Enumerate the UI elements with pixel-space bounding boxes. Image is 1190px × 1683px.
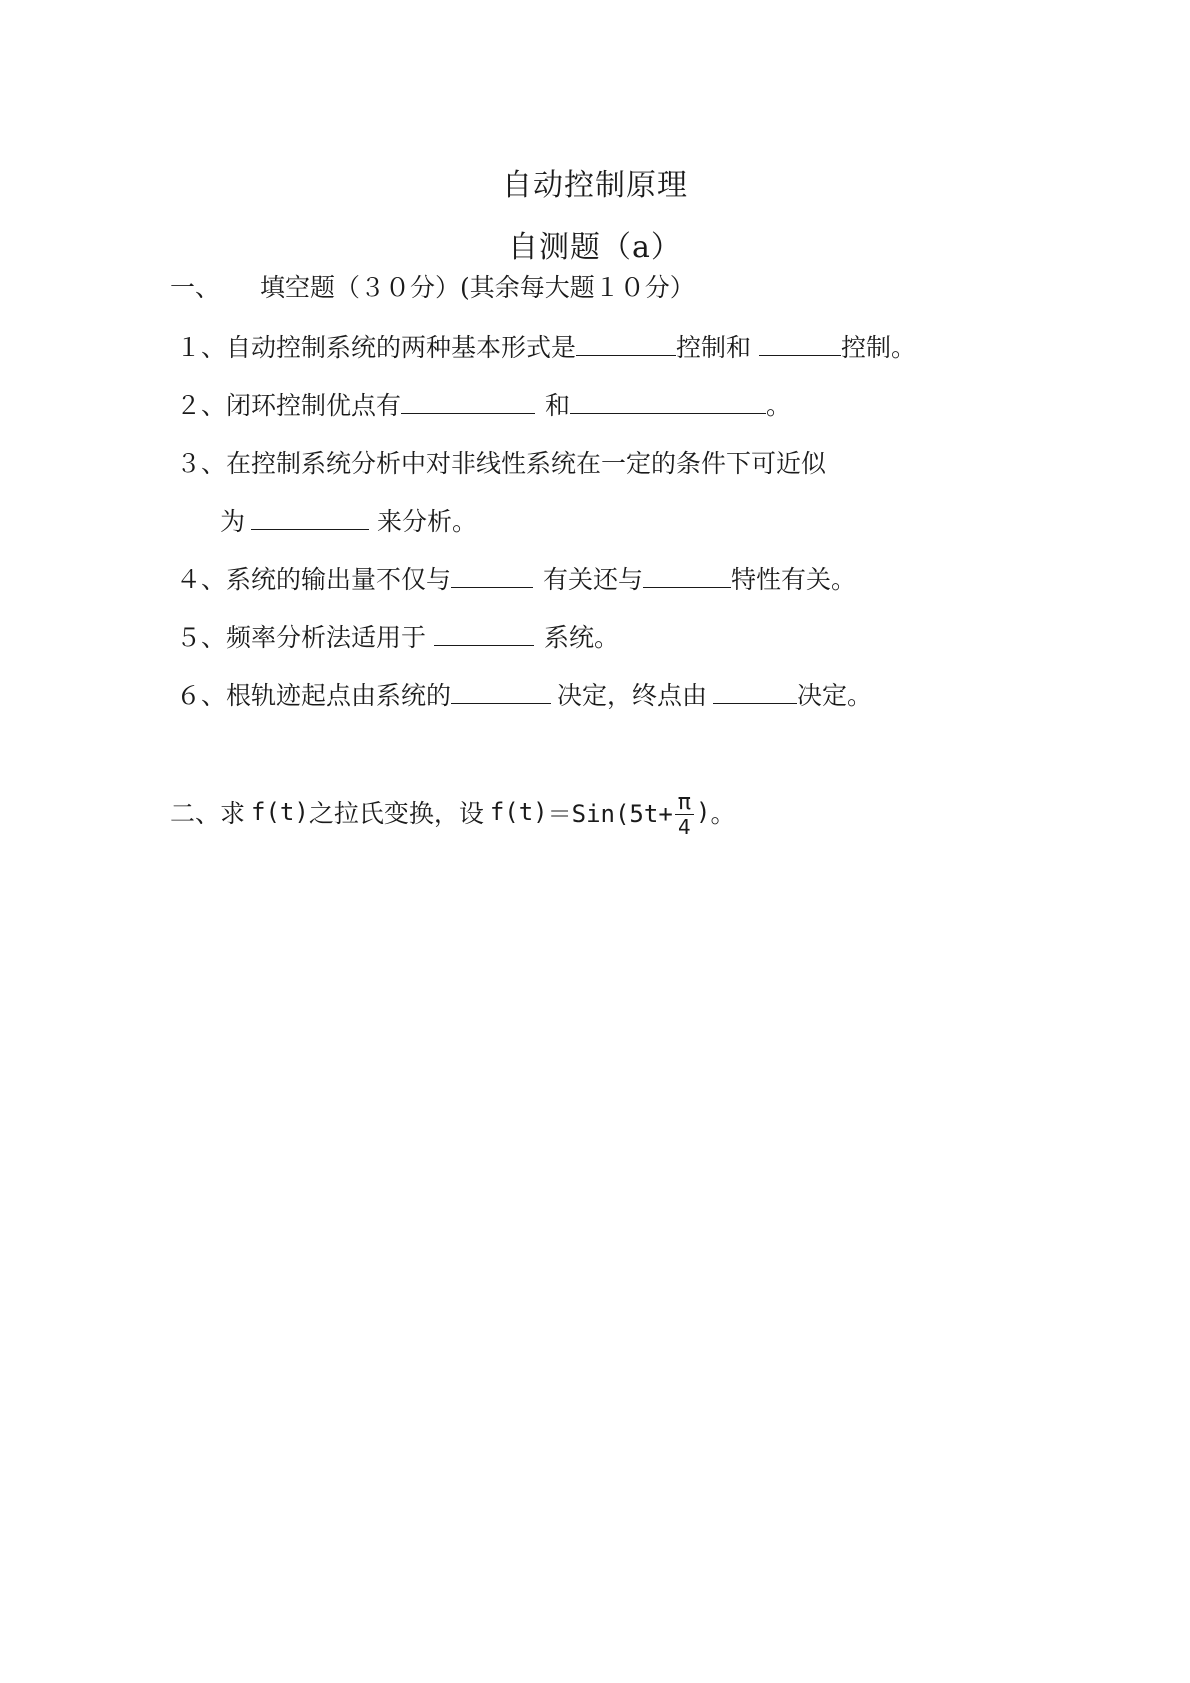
- question-text: 自动控制系统的两种基本形式是: [226, 333, 577, 362]
- section2-text: 之拉氏变换，设: [308, 798, 484, 828]
- question-text: 在控制系统分析中对非线性系统在一定的条件下可近似: [226, 449, 827, 478]
- question-number: ５、: [176, 623, 227, 652]
- equation-text: ＝Sin(5t+: [547, 800, 673, 828]
- question-text: 和: [545, 391, 571, 420]
- question-text: 有关还与: [543, 565, 644, 594]
- answer-blank: [451, 565, 533, 588]
- question-text: 控制和: [676, 333, 752, 362]
- question-text: 系统的输出量不仅与: [226, 565, 452, 594]
- question-item-6: [176, 676, 872, 712]
- answer-blank: [401, 391, 535, 414]
- answer-blank: [570, 391, 766, 414]
- question-item-3-continued: [220, 502, 477, 538]
- question-number: ２、: [176, 391, 227, 420]
- question-text: 为: [220, 507, 246, 536]
- question-text: 决定，终点由: [557, 681, 708, 710]
- equation-close: ): [696, 797, 711, 826]
- question-text: 来分析。: [377, 507, 478, 536]
- question-item-5: [176, 618, 619, 654]
- fraction-numerator: π: [675, 792, 694, 815]
- document-subtitle: 自测题（a）: [508, 230, 682, 265]
- question-number: ６、: [176, 681, 227, 710]
- answer-blank: [713, 681, 797, 704]
- document-title: 自动控制原理: [502, 168, 688, 203]
- question-text: 闭环控制优点有: [226, 391, 402, 420]
- function-ft: f(t): [489, 797, 548, 826]
- answer-blank: [759, 333, 841, 356]
- question-number: ３、: [176, 449, 227, 478]
- question-text: 特性有关。: [731, 565, 857, 594]
- section1-heading: [170, 268, 695, 304]
- section2-end: 。: [710, 798, 736, 828]
- question-text: 。: [766, 391, 792, 420]
- answer-blank: [434, 623, 534, 646]
- question-number: １、: [176, 333, 227, 362]
- answer-blank: [251, 507, 369, 530]
- fraction-denominator: 4: [678, 815, 691, 839]
- question-item-4: [176, 560, 856, 596]
- question-item-1: [176, 328, 916, 364]
- answer-blank: [576, 333, 676, 356]
- answer-blank: [451, 681, 551, 704]
- question-item-2: [176, 386, 791, 422]
- question-item-3: [176, 444, 826, 480]
- section1-title: 填空题（３０分）(其余每大题１０分）: [260, 273, 695, 302]
- section1-number: 一、: [170, 273, 221, 302]
- question-text: 根轨迹起点由系统的: [226, 681, 452, 710]
- function-ft: f(t): [251, 797, 309, 826]
- question-text: 控制。: [841, 333, 917, 362]
- section2-prefix: 二、求: [170, 798, 246, 828]
- section2-question: [170, 788, 736, 839]
- question-text: 系统。: [544, 623, 620, 652]
- answer-blank: [643, 565, 731, 588]
- fraction-pi-over-4: [675, 792, 694, 839]
- question-text: 决定。: [797, 681, 873, 710]
- question-text: 频率分析法适用于: [226, 623, 427, 652]
- question-number: ４、: [176, 565, 227, 594]
